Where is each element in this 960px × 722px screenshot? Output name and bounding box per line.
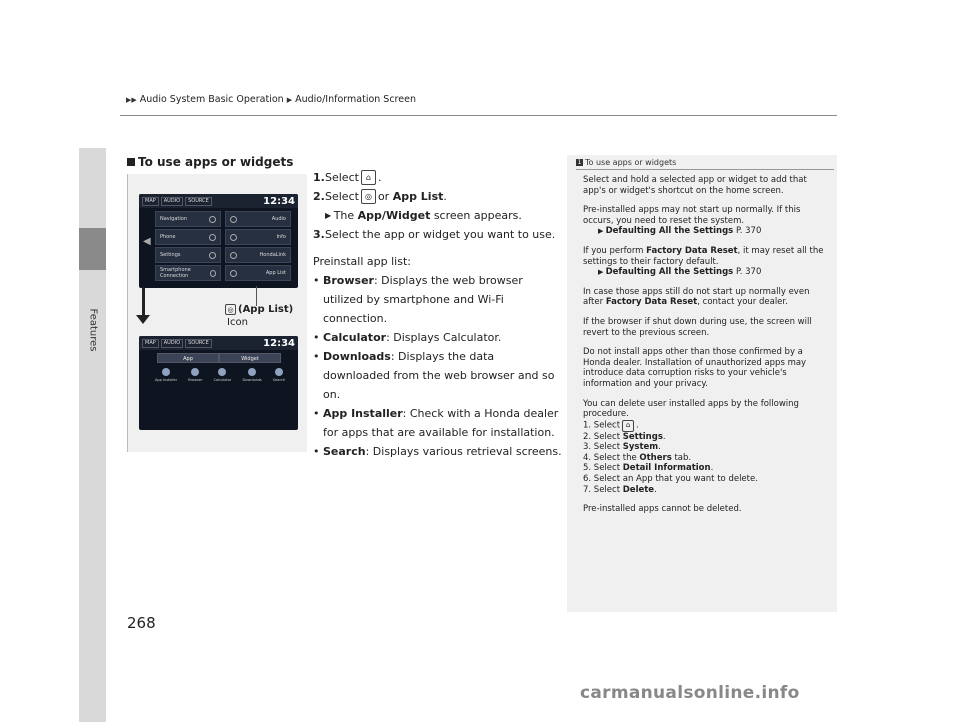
arrow-icon: ▶	[286, 95, 293, 104]
chevron-left-icon: ◀	[143, 236, 151, 247]
gear-icon	[209, 252, 216, 259]
tile-settings: Settings	[155, 247, 221, 263]
callout-app-list: ◎ (App List)	[225, 304, 293, 315]
list-item: • Downloads: Displays the data downloaded from the web browser and so on.	[313, 350, 555, 401]
tab-widget: Widget	[219, 353, 281, 363]
list-item: • Search: Displays various retrieval screens.	[313, 445, 562, 458]
note-paragraph: Pre-installed apps cannot be deleted.	[583, 504, 742, 515]
smartphone-icon	[210, 270, 216, 277]
cross-reference[interactable]: ▶ Defaulting All the Settings P. 370	[598, 226, 762, 237]
app-list-icon	[230, 270, 237, 277]
preinstall-list	[313, 252, 563, 461]
home-icon: ⌂	[361, 170, 376, 185]
callout-icon-label: Icon	[227, 317, 248, 328]
watermark: carmanualsonline.info	[580, 683, 800, 703]
downloads-icon	[248, 368, 256, 376]
audio-button: AUDIO	[161, 339, 183, 348]
tile-app-list: App List	[225, 265, 291, 281]
note-paragraph: In case those apps still do not start up normally even after Factory Data Reset, contact your dealer.	[583, 286, 810, 308]
note-paragraph: Select and hold a selected app or widget to add that app's or widget's shortcut on the home screen.	[583, 175, 807, 196]
note-divider	[576, 169, 834, 170]
app-widget-screen-image	[139, 336, 298, 430]
browser-icon	[191, 368, 199, 376]
search-icon	[275, 368, 283, 376]
note-paragraph: If you perform Factory Data Reset, it may reset all the settings to their factory default. ▶ Defaulting All the Settings P. 370	[583, 246, 831, 278]
breadcrumb-item[interactable]: Audio System Basic Operation	[139, 94, 284, 105]
steps	[313, 168, 563, 461]
arrow-icon: ▶	[325, 211, 334, 220]
note-body	[583, 175, 831, 524]
app-search: Search	[273, 368, 285, 382]
app-list-icon: ◎	[225, 304, 236, 315]
side-tab-marker	[79, 228, 106, 270]
clock: 12:34	[263, 337, 295, 349]
info-icon	[230, 234, 237, 241]
clock: 12:34	[263, 195, 295, 207]
list-item: • App Installer: Check with a Honda dealer for apps that are available for installation.	[313, 407, 559, 439]
app-browser: Browser	[188, 368, 202, 382]
home-screen-image	[139, 194, 298, 288]
tile-audio: Audio	[225, 211, 291, 227]
tile-info: Info	[225, 229, 291, 245]
note-paragraph: Pre-installed apps may not start up normally. If this occurs, you need to reset the system. ▶ Defaulting All the Settings P. 370	[583, 205, 831, 237]
tile-phone: Phone	[155, 229, 221, 245]
source-button: SOURCE	[185, 339, 212, 348]
calculator-icon	[218, 368, 226, 376]
home-icon: ⌂	[622, 420, 634, 432]
note-sidebar	[567, 155, 837, 612]
map-button: MAP	[142, 197, 159, 206]
tile-navigation: Navigation	[155, 211, 221, 227]
preinstall-heading: Preinstall app list:	[313, 255, 411, 268]
breadcrumb-item[interactable]: Audio/Information Screen	[295, 94, 416, 105]
note-heading: 1 To use apps or widgets	[577, 158, 677, 167]
page-number: 268	[127, 614, 156, 632]
list-item: • Calculator: Displays Calculator.	[313, 331, 502, 344]
header-divider	[120, 115, 837, 116]
app-calculator: Calculator	[214, 368, 232, 382]
app-list-icon: ◎	[361, 189, 376, 204]
step-1: 1. Select ⌂ .	[313, 171, 382, 184]
down-arrow-icon	[136, 315, 150, 324]
app-installer-icon	[162, 368, 170, 376]
square-bullet-icon	[127, 158, 135, 166]
side-tab-label: Features	[87, 308, 99, 352]
tab-app: App	[157, 353, 219, 363]
breadcrumb	[126, 94, 416, 105]
tile-smartphone: Smartphone Connection	[155, 265, 221, 281]
step-2: 2. Select ◎ or App List .	[313, 190, 447, 203]
audio-button: AUDIO	[161, 197, 183, 206]
note-paragraph: If the browser if shut down during use, the screen will revert to the previous screen.	[583, 316, 812, 338]
source-button: SOURCE	[185, 197, 212, 206]
cross-reference[interactable]: ▶ Defaulting All the Settings P. 370	[598, 267, 762, 278]
step-2-result: ▶ The App/Widget screen appears.	[313, 206, 563, 225]
section-title: To use apps or widgets	[127, 155, 293, 169]
reference-icon: ▶	[598, 227, 606, 236]
callout-line	[256, 286, 257, 306]
compass-icon	[209, 216, 216, 223]
person-icon	[230, 252, 237, 259]
list-item: • Browser: Displays the web browser utilized by smartphone and Wi-Fi connection.	[313, 274, 523, 325]
map-button: MAP	[142, 339, 159, 348]
app-installer: App Installer	[155, 368, 177, 382]
step-3: 3. Select the app or widget you want to use.	[313, 228, 556, 241]
tile-hondalink: HondaLink	[225, 247, 291, 263]
note-paragraph: Do not install apps other than those confirmed by a Honda dealer. Installation of unauthorized apps may introduce data corruption risks to your vehicle's information and your privacy.	[583, 347, 807, 389]
music-icon	[230, 216, 237, 223]
app-downloads: Downloads	[243, 368, 262, 382]
reference-icon: ▶	[598, 268, 606, 277]
arrow-icon: ▶▶	[126, 95, 137, 104]
note-paragraph: You can delete user installed apps by the following procedure. 1. Select ⌂ . 2. Select Settings. 3. Select System. 4. Select the Others tab. 5. Select Detail Information. 6. Select an App that you want to delete. 7. Select Delete.	[583, 398, 799, 495]
phone-icon	[209, 234, 216, 241]
